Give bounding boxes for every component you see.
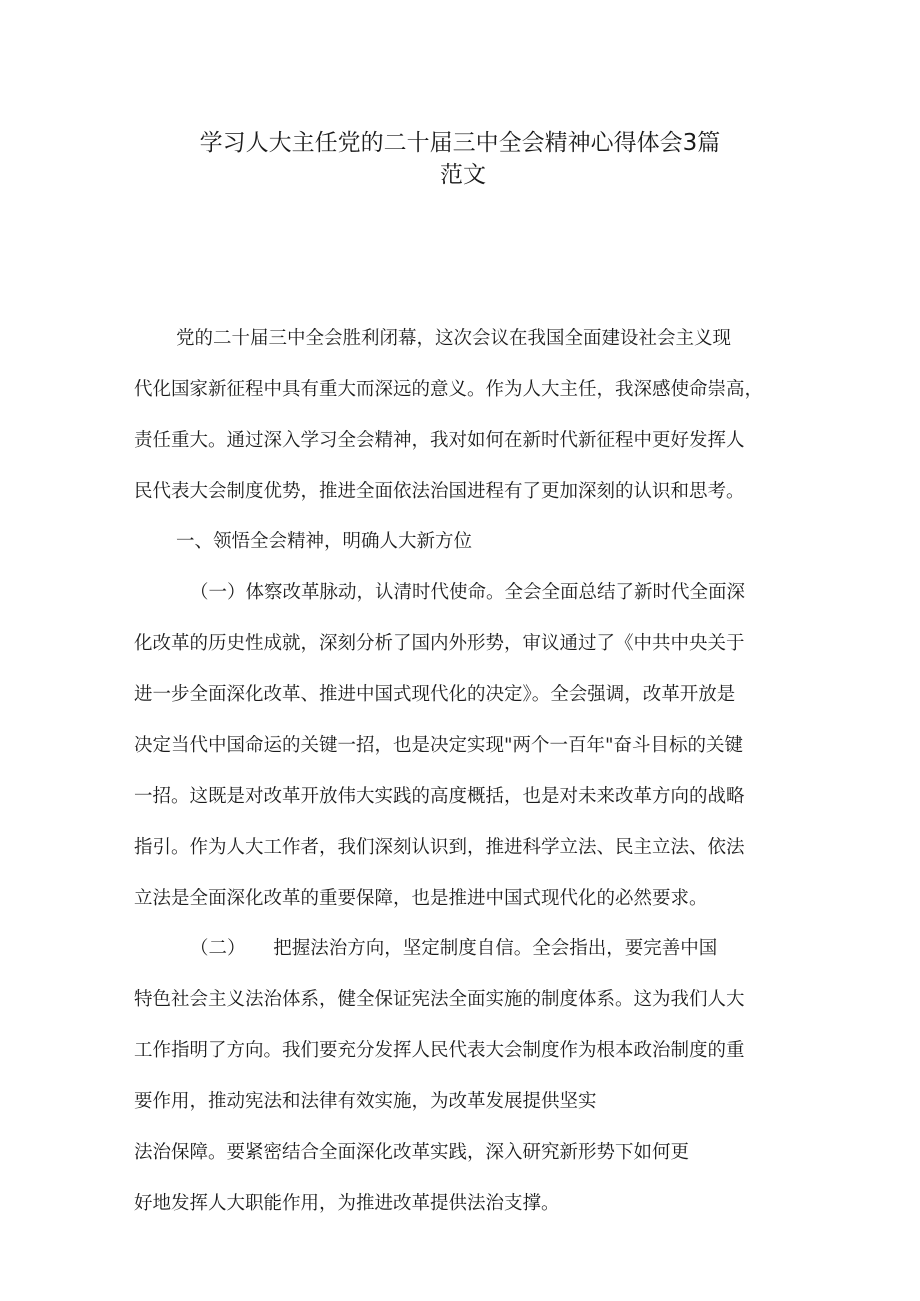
paragraph-line: 化改革的历史性成就，深刻分析了国内外形势，审议通过了《中共中央关于 (134, 633, 745, 654)
paragraph-line: 指引。作为人大工作者，我们深刻认识到，推进科学立法、民主立法、依法 (134, 837, 745, 858)
paragraph-line: 工作指明了方向。我们要充分发挥人民代表大会制度作为根本政治制度的重 (134, 1040, 745, 1061)
section-heading: 一、领悟全会精神，明确人大新方位 (176, 531, 473, 552)
paragraph-line: 进一步全面深化改革、推进中国式现代化的决定》。全会强调，改革开放是 (134, 684, 736, 705)
paragraph-line: 要作用，推动宪法和法律有效实施，为改革发展提供坚实 (134, 1091, 597, 1112)
paragraph-line: 特色社会主义法治体系，健全保证宪法全面实施的制度体系。这为我们人大 (134, 989, 745, 1010)
paragraph-line: 好地发挥人大职能作用，为推进改革提供法治支撑。 (134, 1193, 560, 1214)
paragraph-line: 法治保障。要紧密结合全面深化改革实践，深入研究新形势下如何更 (134, 1142, 690, 1163)
paragraph-line: （一）体察改革脉动，认清时代使命。全会全面总结了新时代全面深 (190, 582, 746, 603)
paragraph-line: 党的二十届三中全会胜利闭幕，这次会议在我国全面建设社会主义现 (176, 328, 732, 349)
document-title-line-2: 范文 (440, 162, 486, 188)
paragraph-line: 责任重大。通过深入学习全会精神，我对如何在新时代新征程中更好发挥人 (134, 430, 745, 451)
paragraph-line: 立法是全面深化改革的重要保障，也是推进中国式现代化的必然要求。 (134, 888, 708, 909)
paragraph-line: 决定当代中国命运的关键一招，也是决定实现"两个一百年"奋斗目标的关键 (134, 735, 744, 756)
document-title-line-1: 学习人大主任党的二十届三中全会精神心得体会3篇 (199, 130, 721, 156)
paragraph-line: 代化国家新征程中具有重大而深远的意义。作为人大主任，我深感使命崇高， (134, 379, 764, 400)
paragraph-line: （二） 把握法治方向，坚定制度自信。全会指出，要完善中国 (190, 938, 718, 959)
paragraph-line: 民代表大会制度优势，推进全面依法治国进程有了更加深刻的认识和思考。 (134, 481, 745, 502)
paragraph-line: 一招。这既是对改革开放伟大实践的高度概括，也是对未来改革方向的战略 (134, 786, 745, 807)
